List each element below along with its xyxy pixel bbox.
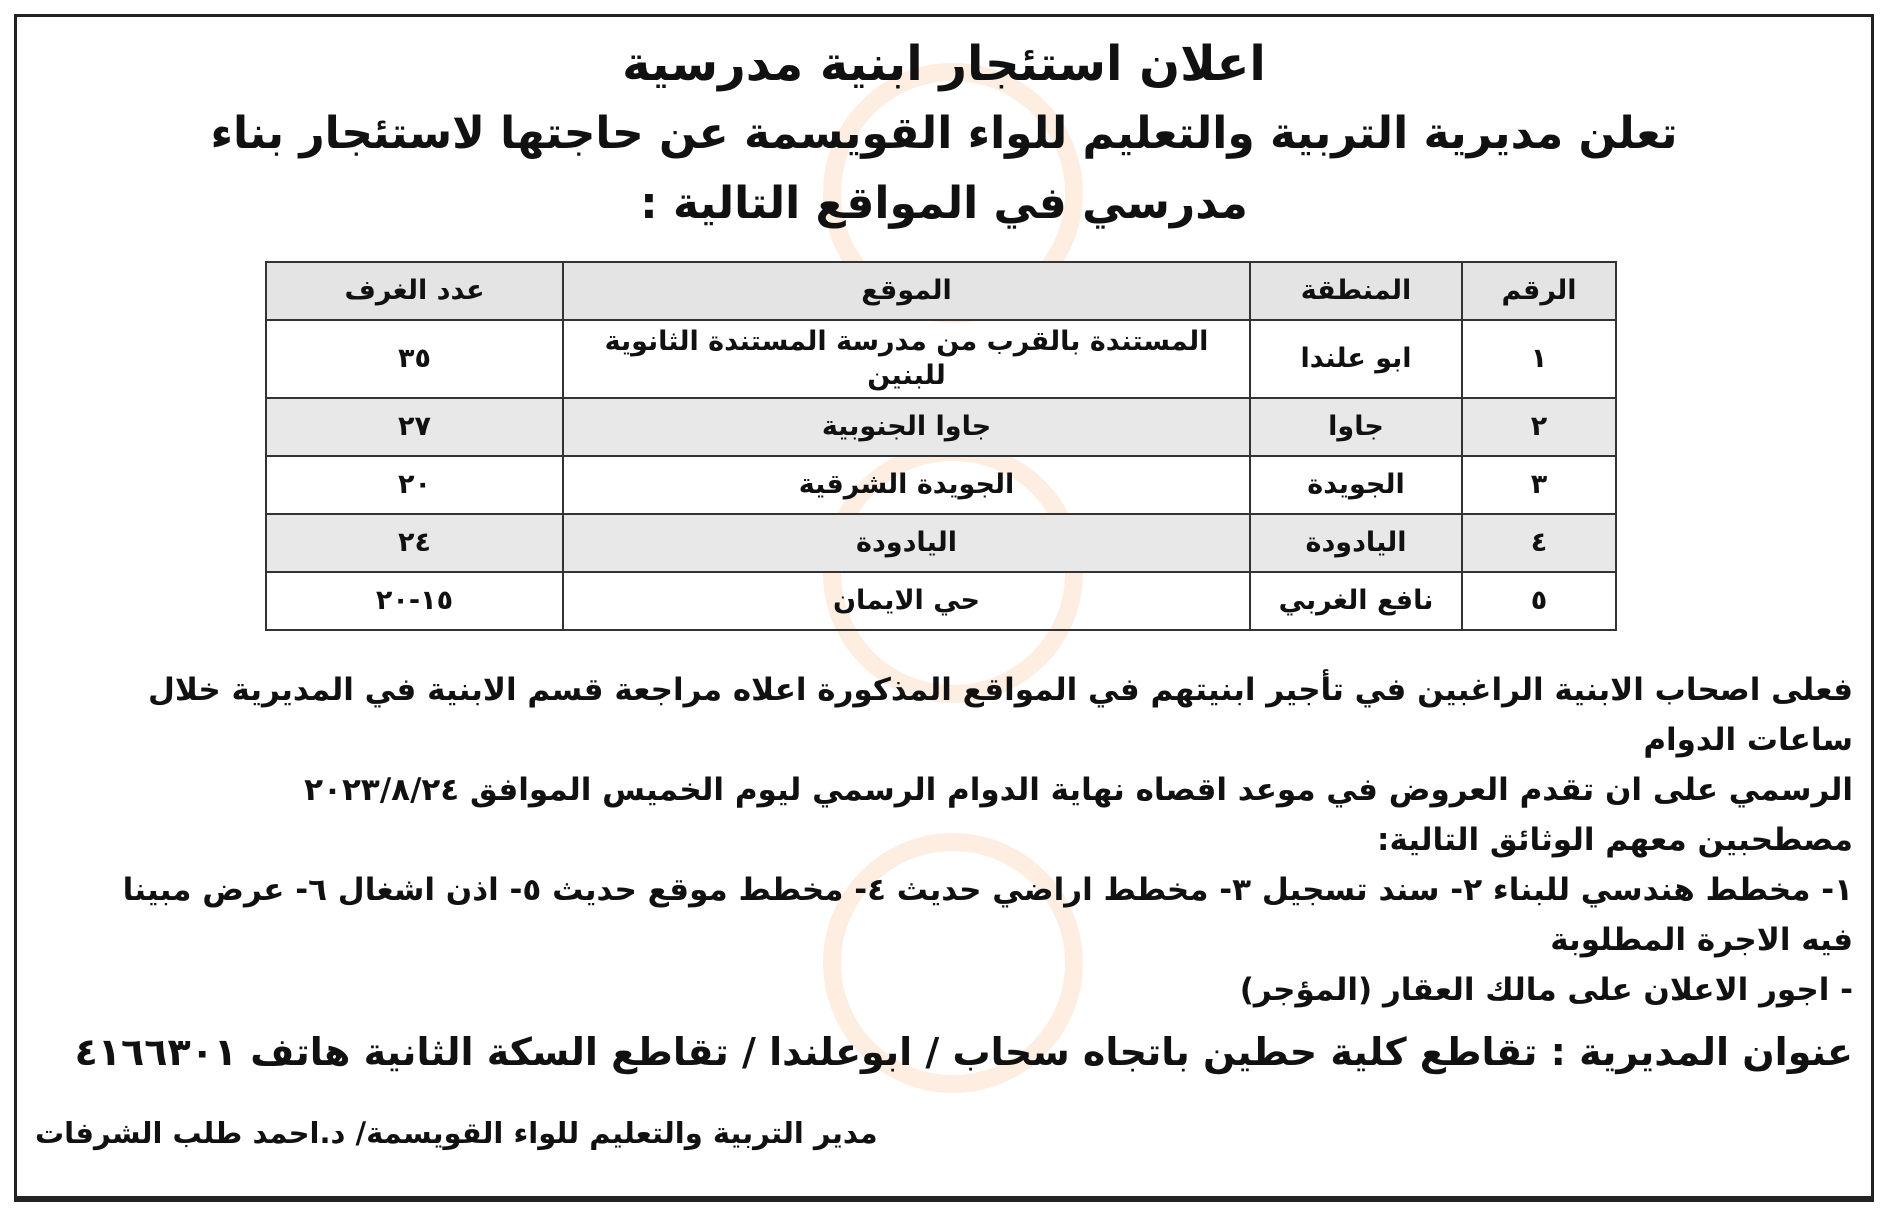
table-row [266,456,1616,514]
cell-number: ٣ [1462,456,1616,514]
signature: مدير التربية والتعليم للواء القويسمة/ د.احمد طلب الشرفات [35,1116,878,1150]
cell-number: ٤ [1462,514,1616,572]
documents-list: ١- مخطط هندسي للبناء ٢- سند تسجيل ٣- مخطط اراضي حديث ٤- مخطط موقع حديث ٥- اذن اشغال ٦- عرض مبينا [122,872,1853,908]
cell-location: اليادودة [563,514,1250,572]
table-row [266,572,1616,630]
announcement-subtitle-2: مدرسي في المواقع التالية : [640,178,1248,229]
cell-area: الجويدة [1250,456,1462,514]
directorate-address: عنوان المديرية : تقاطع كلية حطين باتجاه سحاب / ابوعلندا / تقاطع السكة الثانية هاتف ٤١٦٦٣٠١ [74,1030,1853,1074]
documents-list-cont: فيه الاجرة المطلوبة [1550,922,1853,958]
body-line-3: مصطحبين معهم الوثائق التالية: [1377,822,1853,858]
cell-rooms: ٢٧ [266,398,563,456]
table-row [266,320,1616,398]
header-area: المنطقة [1250,262,1462,320]
announcement-subtitle-1: تعلن مديرية التربية والتعليم للواء القويسمة عن حاجتها لاستئجار بناء [210,108,1678,159]
header-number: الرقم [1462,262,1616,320]
cell-rooms: ٣٥ [266,320,563,398]
cell-area: نافع الغربي [1250,572,1462,630]
cell-location: الجويدة الشرقية [563,456,1250,514]
table-row [266,398,1616,456]
cell-area: جاوا [1250,398,1462,456]
body-line-1: فعلى اصحاب الابنية الراغبين في تأجير ابنيتهم في المواقع المذكورة اعلاه مراجعة قسم الابنية في المديرية خلال ساعات الدوام [147,672,1853,758]
cell-number: ٥ [1462,572,1616,630]
announcement-title: اعلان استئجار ابنية مدرسية [622,36,1266,92]
ad-fees-note: - اجور الاعلان على مالك العقار (المؤجر) [1239,972,1853,1008]
header-rooms: عدد الغرف [266,262,563,320]
cell-rooms: ١٥-٢٠ [266,572,563,630]
cell-location: المستندة بالقرب من مدرسة المستندة الثانوية للبنين [563,320,1250,398]
signature-block [35,1111,1853,1155]
header-location: الموقع [563,262,1250,320]
cell-area: اليادودة [1250,514,1462,572]
cell-location: حي الايمان [563,572,1250,630]
cell-number: ١ [1462,320,1616,398]
locations-table [265,261,1617,631]
table-row [266,514,1616,572]
table-header [266,262,1616,320]
cell-rooms: ٢٤ [266,514,563,572]
cell-area: ابو علندا [1250,320,1462,398]
body-line-2: الرسمي على ان تقدم العروض في موعد اقصاه نهاية الدوام الرسمي ليوم الخميس الموافق ٢٠٢٣/٨/٢٤ [304,772,1853,808]
announcement-frame [14,14,1874,1202]
announcement-body [35,665,1853,1015]
cell-location: جاوا الجنوبية [563,398,1250,456]
cell-rooms: ٢٠ [266,456,563,514]
cell-number: ٢ [1462,398,1616,456]
